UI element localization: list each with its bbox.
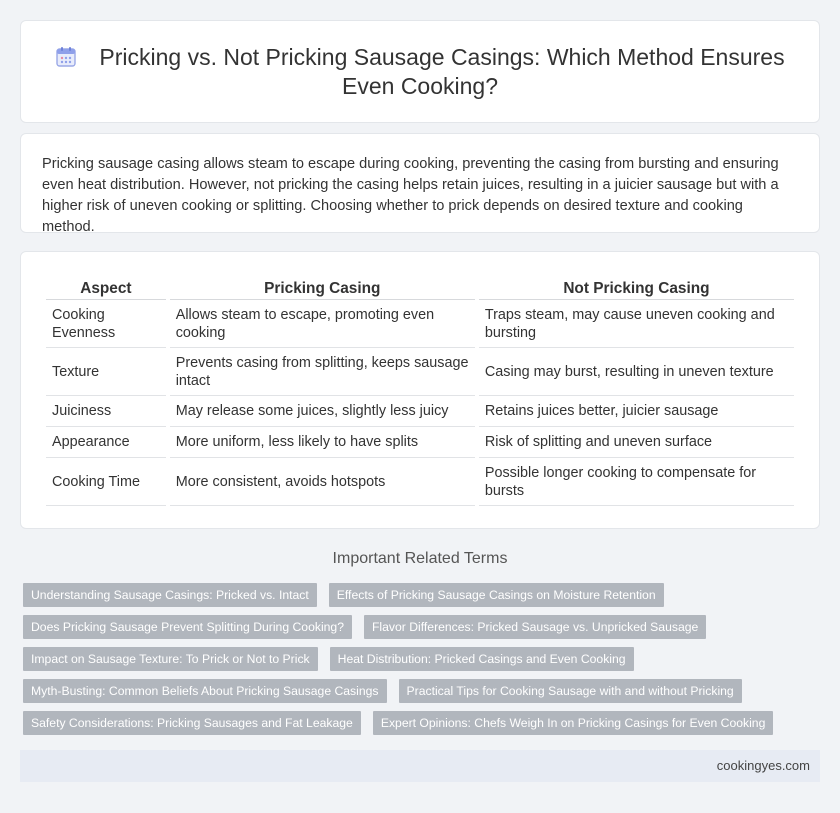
not-pricking-cell: Retains juices better, juicier sausage xyxy=(479,396,794,427)
related-term-tag[interactable]: Does Pricking Sausage Prevent Splitting During Cooking? xyxy=(23,615,352,639)
header-not-pricking: Not Pricking Casing xyxy=(479,274,794,300)
related-terms-heading: Important Related Terms xyxy=(332,550,508,567)
comparison-card xyxy=(20,251,820,529)
related-term-tag[interactable]: Practical Tips for Cooking Sausage with and without Pricking xyxy=(399,679,742,703)
aspect-cell: Appearance xyxy=(46,427,166,458)
table-header-row xyxy=(46,274,794,300)
related-term-tag[interactable]: Flavor Differences: Pricked Sausage vs. Unpricked Sausage xyxy=(364,615,706,639)
table-row xyxy=(46,348,794,396)
footer-bar xyxy=(20,750,820,782)
page-title: Pricking vs. Not Pricking Sausage Casings: Which Method Ensures Even Cooking? xyxy=(99,44,785,99)
table-row xyxy=(46,427,794,458)
pricking-cell: May release some juices, slightly less juicy xyxy=(170,396,475,427)
related-term-tag[interactable]: Heat Distribution: Pricked Casings and Even Cooking xyxy=(330,647,634,671)
not-pricking-cell: Casing may burst, resulting in uneven texture xyxy=(479,348,794,396)
related-term-tag[interactable]: Understanding Sausage Casings: Pricked vs. Intact xyxy=(23,583,317,607)
aspect-cell: Texture xyxy=(46,348,166,396)
related-term-tag[interactable]: Effects of Pricking Sausage Casings on Moisture Retention xyxy=(329,583,664,607)
related-term-tag[interactable]: Expert Opinions: Chefs Weigh In on Pricking Casings for Even Cooking xyxy=(373,711,774,735)
calendar-icon xyxy=(55,46,77,68)
comparison-table xyxy=(42,274,798,506)
table-row xyxy=(46,458,794,506)
pricking-cell: More uniform, less likely to have splits xyxy=(170,427,475,458)
related-term-tag[interactable]: Impact on Sausage Texture: To Prick or Not to Prick xyxy=(23,647,318,671)
aspect-cell: Cooking Evenness xyxy=(46,300,166,348)
related-terms-list xyxy=(23,583,813,743)
related-term-tag[interactable]: Myth-Busting: Common Beliefs About Pricking Sausage Casings xyxy=(23,679,387,703)
header-pricking: Pricking Casing xyxy=(170,274,475,300)
aspect-cell: Cooking Time xyxy=(46,458,166,506)
intro-paragraph: Pricking sausage casing allows steam to escape during cooking, preventing the casing from bursting and ensuring even heat distribution. However, not pricking the casing helps retain juices, resulting in a juicier sausage but with a higher risk of uneven cooking or splitting. Choosing whether to prick depends on desired texture and cooking method. xyxy=(42,156,779,235)
table-row xyxy=(46,396,794,427)
not-pricking-cell: Possible longer cooking to compensate for bursts xyxy=(479,458,794,506)
footer-site-link[interactable]: cookingyes.com xyxy=(716,758,810,773)
page-title-wrap xyxy=(21,43,819,101)
pricking-cell: Allows steam to escape, promoting even cooking xyxy=(170,300,475,348)
not-pricking-cell: Risk of splitting and uneven surface xyxy=(479,427,794,458)
related-term-tag[interactable]: Safety Considerations: Pricking Sausages and Fat Leakage xyxy=(23,711,361,735)
header-aspect: Aspect xyxy=(46,274,166,300)
not-pricking-cell: Traps steam, may cause uneven cooking and bursting xyxy=(479,300,794,348)
pricking-cell: More consistent, avoids hotspots xyxy=(170,458,475,506)
table-row xyxy=(46,300,794,348)
intro-card xyxy=(20,133,820,233)
aspect-cell: Juiciness xyxy=(46,396,166,427)
pricking-cell: Prevents casing from splitting, keeps sausage intact xyxy=(170,348,475,396)
title-card xyxy=(20,20,820,123)
